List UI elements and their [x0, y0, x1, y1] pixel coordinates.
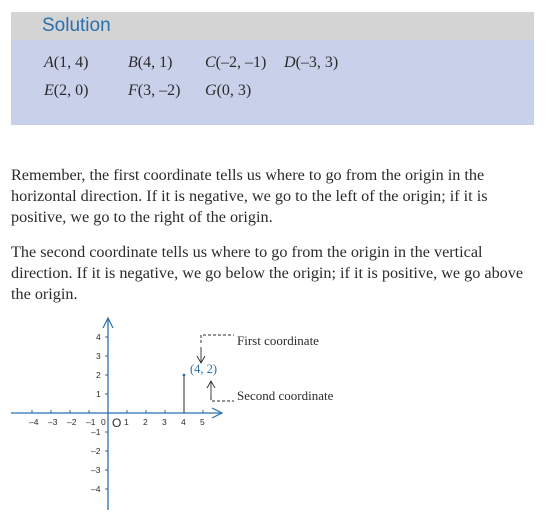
y-tick-label: 2	[96, 370, 101, 380]
point-c: C(–2, –1)	[205, 54, 267, 71]
paragraph-first-coordinate: Remember, the first coordinate tells us where to go from the origin in the horizontal direction. If it is negative, we go to the left of the origin; if it is positive, we go to the right of the origin.	[11, 166, 488, 226]
y-tick-label: –3	[91, 465, 101, 475]
x-tick-label: 0	[101, 417, 106, 427]
y-tick-label: 4	[96, 332, 101, 342]
point-d: D(–3, 3)	[284, 54, 339, 71]
x-tick-label: 3	[162, 417, 167, 427]
x-tick-label: 5	[200, 417, 205, 427]
point-b: B(4, 1)	[128, 54, 173, 71]
point-a: A(1, 4)	[44, 54, 89, 71]
second-coordinate-annotation: Second coordinate	[237, 388, 334, 403]
paragraph-second-coordinate: The second coordinate tells us where to go from the origin in the vertical direction. If it is negative, we go below the origin; if it is positive, we go above the origin.	[11, 243, 524, 303]
x-tick-label: –2	[67, 417, 77, 427]
x-tick-label: 1	[124, 417, 129, 427]
x-tick-label: –4	[29, 417, 39, 427]
second-coordinate-leader	[211, 397, 234, 401]
y-tick-label: 1	[96, 389, 101, 399]
y-tick-label: –1	[91, 427, 101, 437]
first-coordinate-annotation: First coordinate	[237, 333, 319, 348]
x-tick-label: 2	[143, 417, 148, 427]
x-tick-label: –3	[48, 417, 58, 427]
y-tick-label: –4	[91, 484, 101, 494]
x-tick-label: 4	[181, 417, 186, 427]
point-f: F(3, –2)	[128, 82, 181, 99]
x-tick-label: –1	[86, 417, 96, 427]
y-tick-label: –2	[91, 446, 101, 456]
plotted-point	[183, 374, 186, 377]
y-tick-label: 3	[96, 351, 101, 361]
first-coordinate-leader	[201, 335, 234, 343]
point-e: E(2, 0)	[44, 82, 89, 99]
solution-title: Solution	[42, 15, 111, 36]
plotted-point-label: (4, 2)	[190, 362, 218, 376]
origin-label: O	[112, 416, 122, 430]
point-g: G(0, 3)	[205, 82, 252, 99]
